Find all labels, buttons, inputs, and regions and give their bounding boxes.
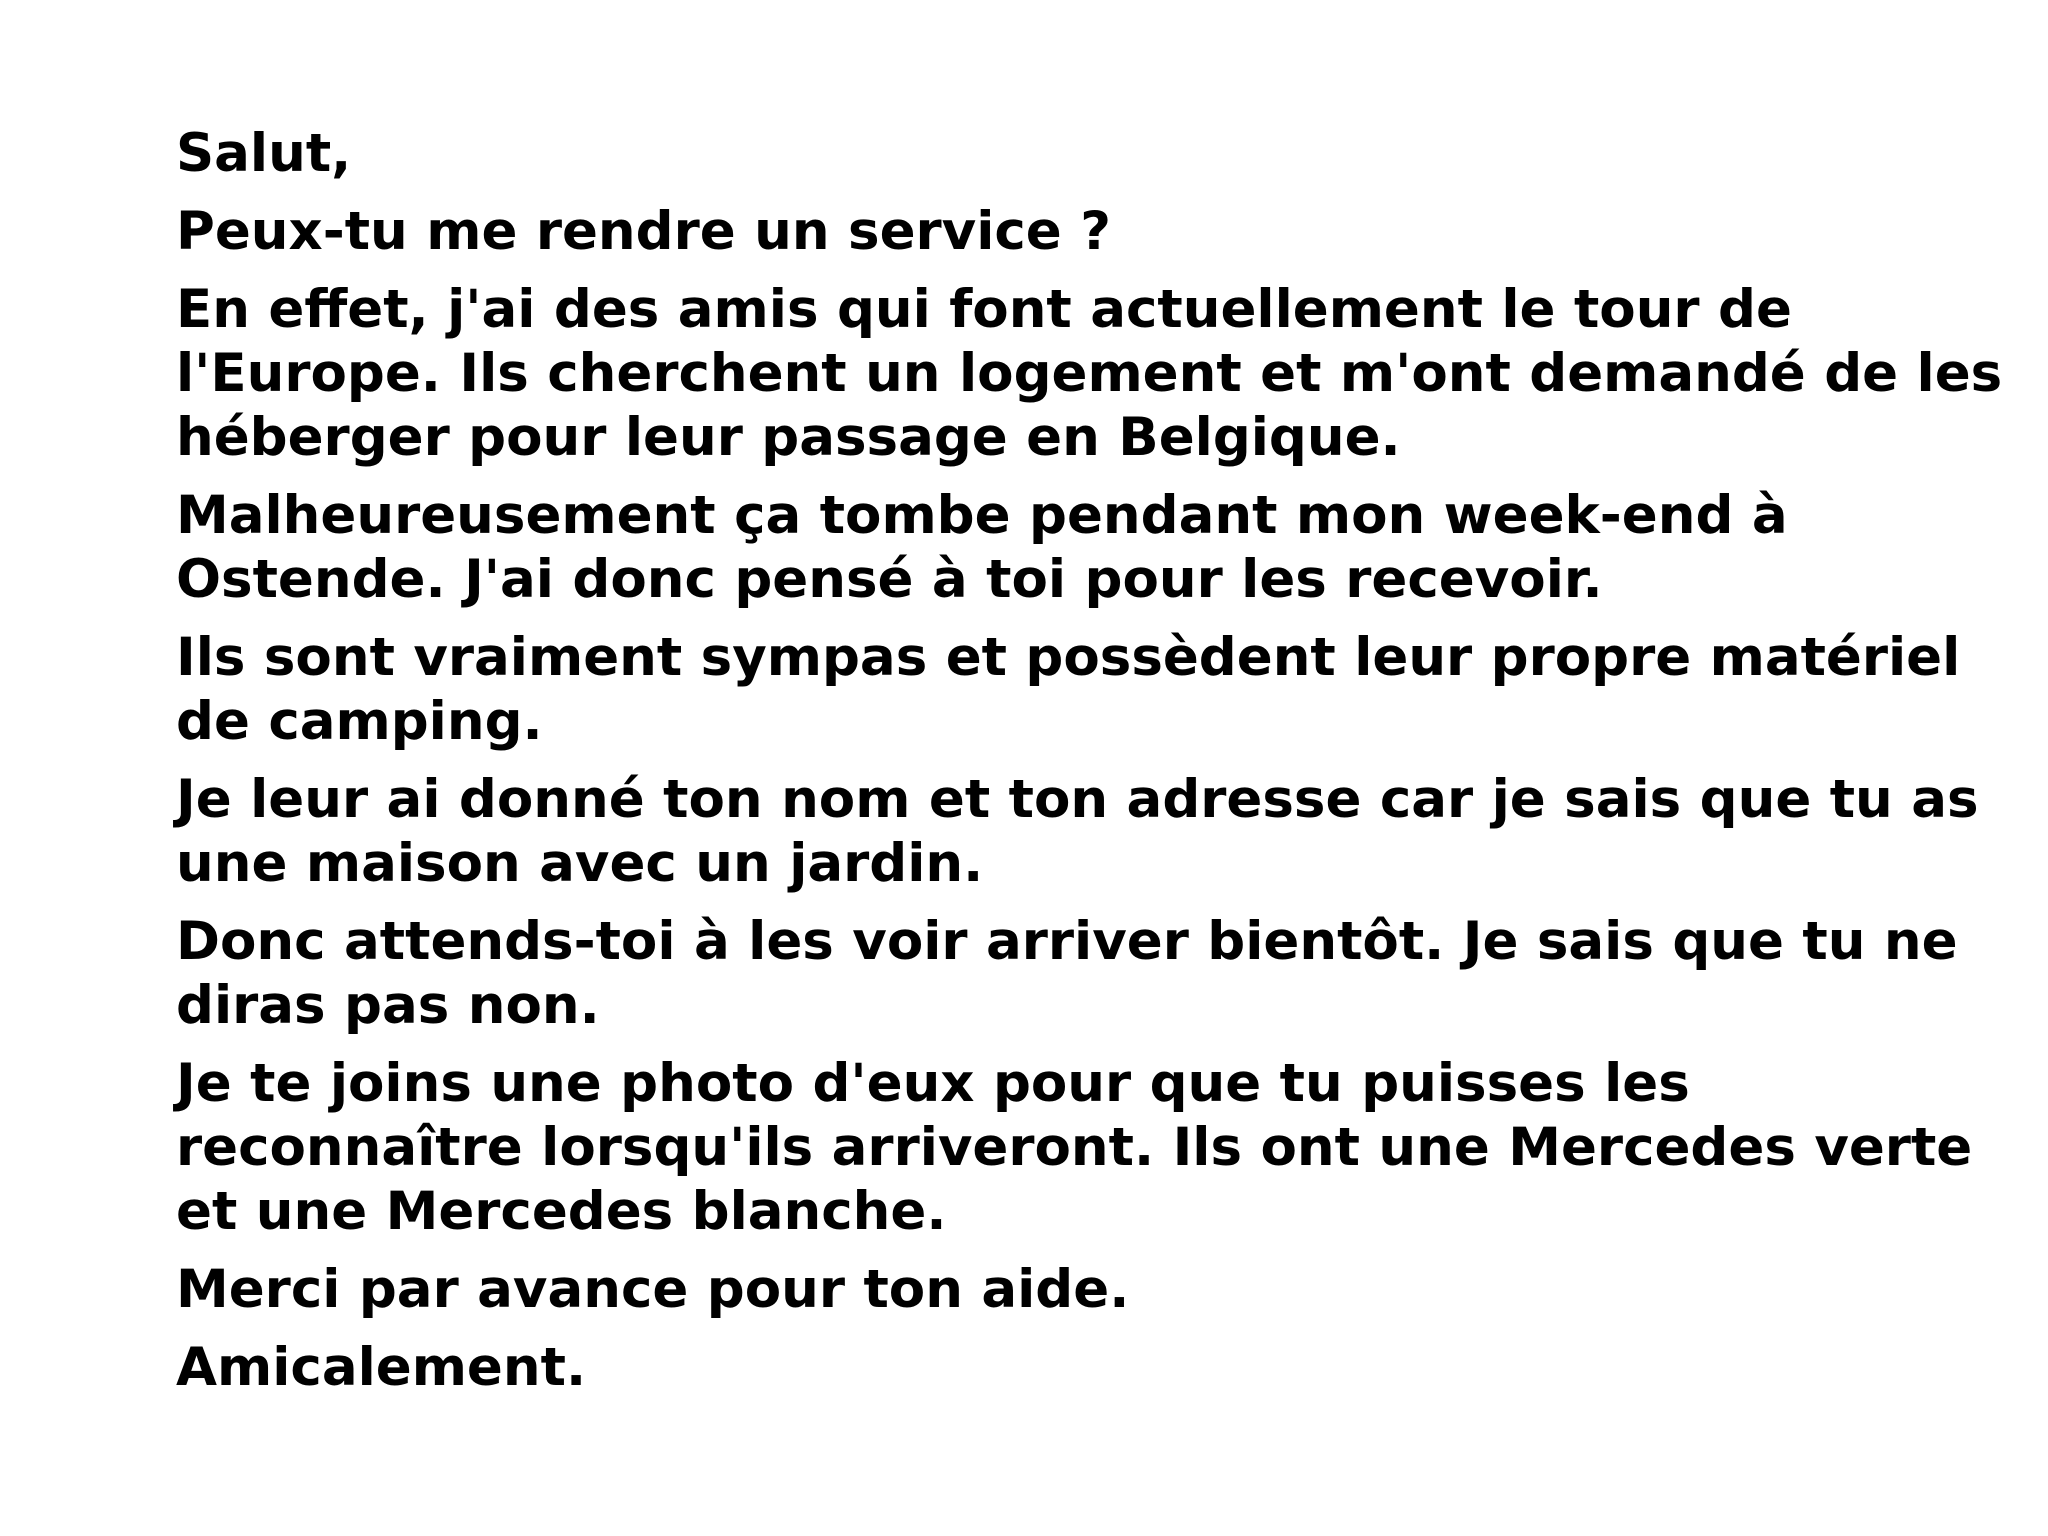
greeting bbox=[176, 122, 1896, 186]
paragraph-address bbox=[176, 768, 1979, 896]
letter-line: héberger pour leur passage en Belgique. bbox=[176, 407, 1401, 468]
letter-line: Amicalement. bbox=[176, 1337, 587, 1398]
letter-line: Ils sont vraiment sympas et possèdent leur propre matériel bbox=[176, 627, 1961, 688]
letter-body bbox=[176, 122, 2003, 1414]
paragraph-request bbox=[176, 200, 1896, 264]
letter-line: reconnaître lorsqu'ils arriveront. Ils ont une Mercedes verte bbox=[176, 1117, 1973, 1178]
letter-line: Peux-tu me rendre un service ? bbox=[176, 201, 1111, 262]
paragraph-camping bbox=[176, 626, 1961, 754]
letter-line: de camping. bbox=[176, 691, 543, 752]
letter-line: En effet, j'ai des amis qui font actuellement le tour de bbox=[176, 279, 1792, 340]
letter-line: diras pas non. bbox=[176, 975, 600, 1036]
letter-line: Donc attends-toi à les voir arriver bientôt. Je sais que tu ne bbox=[176, 911, 1958, 972]
letter-line: Je te joins une photo d'eux pour que tu puisses les bbox=[176, 1053, 1690, 1114]
letter-line: Je leur ai donné ton nom et ton adresse car je sais que tu as bbox=[176, 769, 1979, 830]
paragraph-weekend bbox=[176, 484, 1896, 612]
letter-line: et une Mercedes blanche. bbox=[176, 1181, 947, 1242]
paragraph-arrival bbox=[176, 910, 1958, 1038]
letter-line: Malheureusement ça tombe pendant mon week-end à bbox=[176, 485, 1788, 546]
closing bbox=[176, 1336, 1896, 1400]
letter-line: une maison avec un jardin. bbox=[176, 833, 984, 894]
paragraph-photo bbox=[176, 1052, 1973, 1244]
paragraph-friends bbox=[176, 278, 2003, 470]
letter-line: Salut, bbox=[176, 123, 352, 184]
letter-line: Ostende. J'ai donc pensé à toi pour les recevoir. bbox=[176, 549, 1603, 610]
paragraph-thanks bbox=[176, 1258, 1896, 1322]
letter-line: l'Europe. Ils cherchent un logement et m'ont demandé de les bbox=[176, 343, 2003, 404]
letter-line: Merci par avance pour ton aide. bbox=[176, 1259, 1130, 1320]
